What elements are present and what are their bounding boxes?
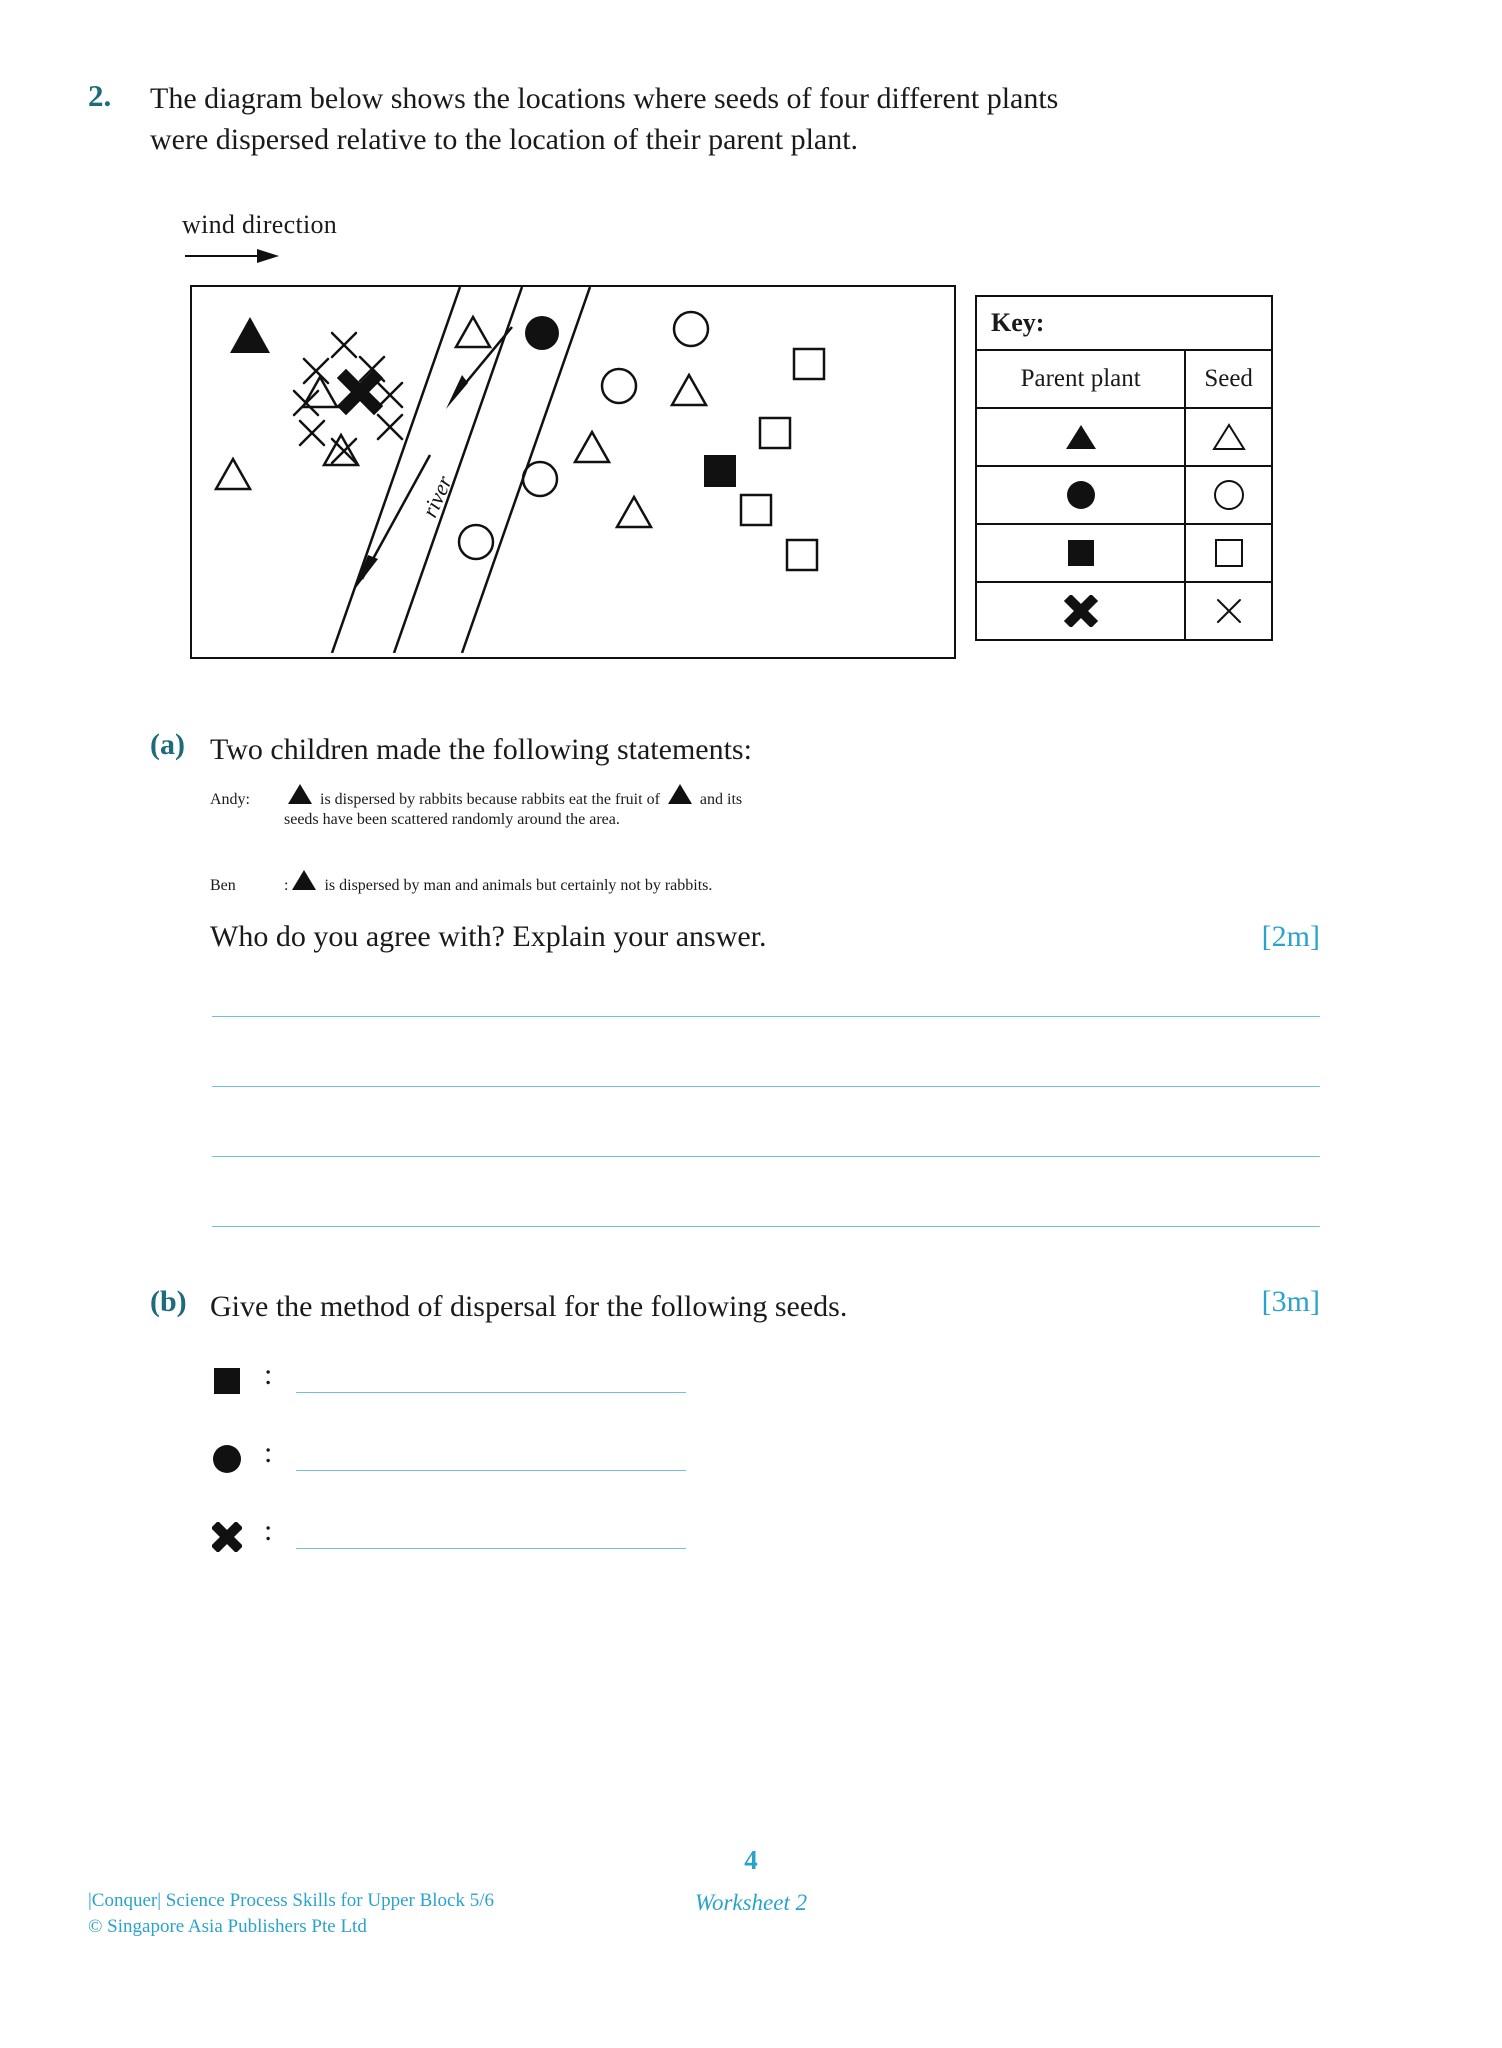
seed-squares [741, 349, 824, 570]
answer-line-1[interactable] [212, 1016, 1320, 1017]
key-filled-triangle-icon [976, 408, 1185, 466]
statement-andy-text-1: is dispersed by rabbits because rabbits eat the fruit of [320, 791, 660, 808]
key-title-row [976, 296, 1272, 350]
key-thin-cross-icon [1185, 582, 1272, 640]
question-number: 2. [88, 78, 112, 113]
statement-andy-text-tail: and its [699, 791, 743, 808]
question-block [88, 78, 1318, 160]
key-open-triangle-icon [1185, 408, 1272, 466]
statement-andy-line-1 [210, 782, 1320, 811]
key-header-parent-plant: Parent plant [976, 350, 1185, 408]
parent-plant-square [704, 455, 736, 487]
wind-direction-label: wind direction [182, 210, 338, 239]
answer-line-2[interactable] [212, 1086, 1320, 1087]
statement-ben-line [210, 868, 1320, 897]
statement-andy [210, 782, 1320, 829]
wind-direction-arrow-icon [185, 248, 281, 264]
river-flow-arrow-bottom-icon [352, 455, 430, 593]
part-b-colon-3: : [264, 1514, 273, 1547]
statement-ben-colon: : [284, 877, 289, 894]
answer-line-3[interactable] [212, 1156, 1320, 1157]
footer-worksheet-label: Worksheet 2 [694, 1890, 808, 1915]
page-number: 4 [744, 1845, 758, 1875]
key-title: Key: [976, 296, 1272, 350]
key-filled-square-icon [976, 524, 1185, 582]
part-a-letter: (a) [150, 728, 185, 761]
part-b [150, 1285, 1320, 1329]
part-a-marks: [2m] [1261, 920, 1320, 953]
key-header-row [976, 350, 1272, 408]
statement-ben-name: Ben [210, 877, 236, 894]
parent-plant-circle [525, 316, 559, 350]
part-b-answer-line-2[interactable] [296, 1470, 686, 1471]
key-open-square-icon [1185, 524, 1272, 582]
statement-andy-name: Andy: [210, 791, 250, 808]
part-b-letter: (b) [150, 1285, 187, 1318]
question-text [150, 78, 1318, 160]
filled-triangle-icon [286, 782, 314, 811]
part-b-answer-line-1[interactable] [296, 1392, 686, 1393]
part-a-intro: Two children made the following statements: [210, 733, 752, 766]
river-flow-arrow-top-icon [446, 327, 512, 409]
part-a-closing-row [210, 920, 1320, 954]
key-row-triangle [976, 408, 1272, 466]
question-line-2: were dispersed relative to the location of their parent plant. [150, 123, 859, 156]
part-b-marks: [3m] [1261, 1285, 1320, 1318]
filled-circle-icon [212, 1444, 242, 1482]
seed-triangles [216, 317, 706, 527]
diagram-canvas [192, 287, 950, 653]
statement-ben-text: is dispersed by man and animals but certainly not by rabbits. [324, 877, 713, 894]
footer-copyright: © Singapore Asia Publishers Pte Ltd [88, 1916, 367, 1937]
statement-andy-line-2: seeds have been scattered randomly around the area. [284, 811, 620, 828]
part-a-closing-text: Who do you agree with? Explain your answer. [210, 920, 767, 953]
parent-plant-triangle [230, 317, 270, 353]
part-a [150, 728, 1390, 772]
key-filled-circle-icon [976, 466, 1185, 524]
key-row-circle [976, 466, 1272, 524]
filled-square-icon [212, 1366, 242, 1404]
filled-triangle-icon [290, 868, 318, 897]
footer-title: |Conquer| Science Process Skills for Upper Block 5/6 [88, 1890, 495, 1911]
bold-cross-icon [212, 1522, 242, 1560]
answer-line-4[interactable] [212, 1226, 1320, 1227]
key-table [975, 295, 1273, 641]
key-bold-cross-icon [976, 582, 1185, 640]
key-open-circle-icon [1185, 466, 1272, 524]
seed-dispersal-diagram [190, 285, 956, 659]
filled-triangle-icon [666, 782, 694, 811]
key-header-seed: Seed [1185, 350, 1272, 408]
statement-ben [210, 868, 1320, 897]
river-label: river [416, 471, 457, 522]
seed-circles [459, 312, 708, 559]
part-b-text: Give the method of dispersal for the following seeds. [210, 1290, 848, 1323]
part-a-body [210, 728, 1390, 772]
key-row-cross [976, 582, 1272, 640]
part-b-body [210, 1285, 1320, 1329]
key-row-square [976, 524, 1272, 582]
question-line-1: The diagram below shows the locations where seeds of four different plants [150, 82, 1059, 115]
part-b-answer-line-3[interactable] [296, 1548, 686, 1549]
part-b-colon-2: : [264, 1436, 273, 1469]
part-b-colon-1: : [264, 1358, 273, 1391]
